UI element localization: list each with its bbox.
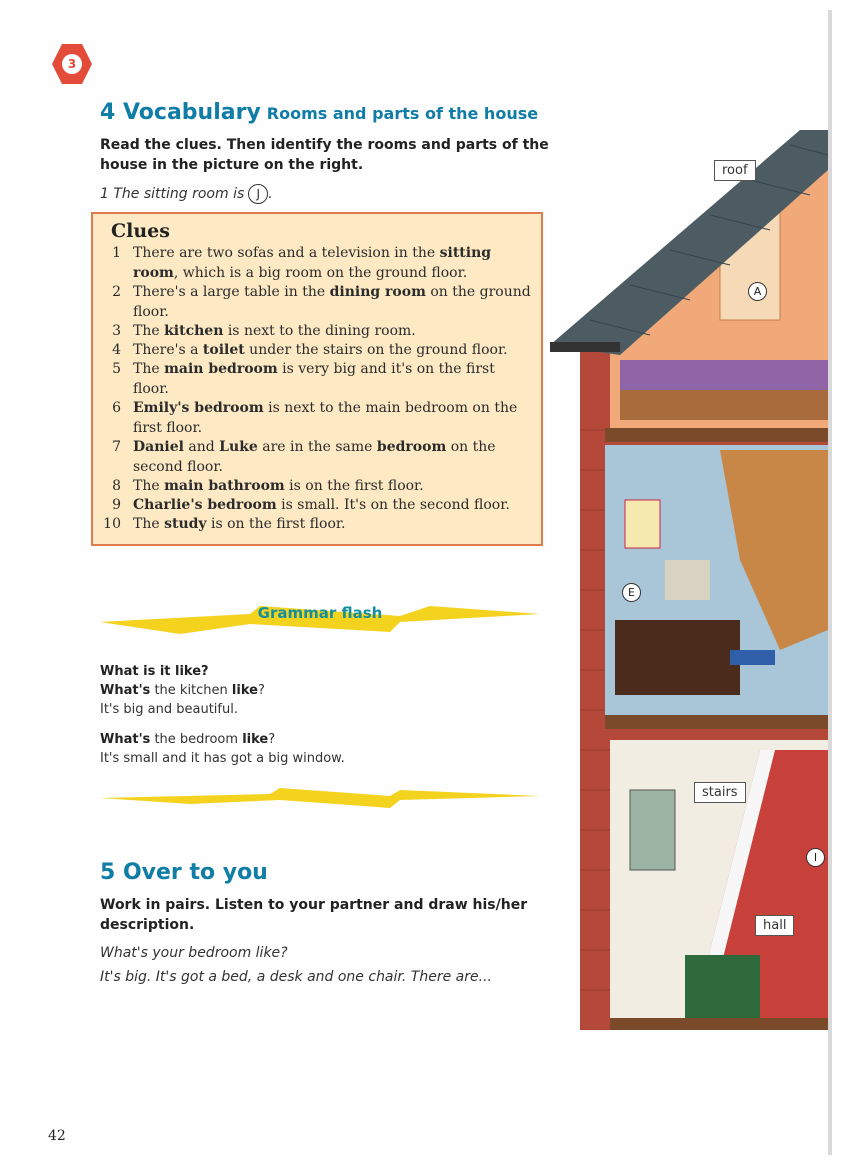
clue-text: The main bedroom is very big and it's on the first floor. xyxy=(133,361,495,397)
grammar-q2-whats: What's xyxy=(100,683,151,698)
clues-box xyxy=(91,212,543,546)
clue-text: There's a toilet under the stairs on the ground floor. xyxy=(133,342,508,358)
study-poster xyxy=(625,500,660,548)
clue-number: 8 xyxy=(112,478,121,494)
label-i-circle: I xyxy=(806,848,825,867)
study-chair xyxy=(730,650,775,665)
clue-number: 4 xyxy=(112,342,121,358)
section-4-heading xyxy=(100,100,538,125)
clue-number: 6 xyxy=(112,400,121,416)
floor-beam-middle xyxy=(605,715,828,729)
attic-bed-frame xyxy=(620,390,828,420)
clue-item xyxy=(103,360,533,399)
clue-item xyxy=(103,322,533,342)
clue-number: 3 xyxy=(112,323,121,339)
gutter xyxy=(550,342,620,352)
page-edge xyxy=(828,10,832,1155)
grammar-q3-whats: What's xyxy=(100,732,151,747)
study-desk xyxy=(615,620,740,695)
instruction-line-2: house in the picture on the right. xyxy=(100,157,364,173)
clue-item xyxy=(103,399,533,438)
flash-bottom-shape xyxy=(100,788,540,808)
section-5-example-answer: It's big. It's got a bed, a desk and one chair. There are... xyxy=(100,969,492,985)
attic-bed xyxy=(620,360,828,390)
clue-item xyxy=(103,438,533,477)
clue-text: Daniel and Luke are in the same bedroom on the second floor. xyxy=(133,439,496,475)
clue-text: Emily's bedroom is next to the main bedroom on the first floor. xyxy=(133,400,518,436)
label-hall: hall xyxy=(755,915,794,936)
clue-item xyxy=(103,244,533,283)
clue-text: Charlie's bedroom is small. It's on the second floor. xyxy=(133,497,510,513)
clue-number: 10 xyxy=(103,516,121,532)
clue-text: The main bathroom is on the first floor. xyxy=(133,478,424,494)
clue-item xyxy=(103,283,533,322)
label-roof: roof xyxy=(714,160,756,181)
example-text: 1 The sitting room is xyxy=(100,186,245,202)
section-5-example-question: What's your bedroom like? xyxy=(100,945,288,961)
clue-number: 9 xyxy=(112,497,121,513)
grammar-q3-subject: the bedroom xyxy=(150,732,243,747)
grammar-q3 xyxy=(100,730,275,749)
grammar-q3-mark: ? xyxy=(268,732,276,747)
page-number: 42 xyxy=(48,1128,66,1144)
floor-beam-top xyxy=(605,428,828,442)
clue-item xyxy=(103,496,533,516)
clue-number: 5 xyxy=(112,361,121,377)
section-4-example xyxy=(100,184,273,204)
clue-number: 7 xyxy=(112,439,121,455)
clue-text: There's a large table in the dining room on the ground floor. xyxy=(133,284,531,320)
label-e-circle: E xyxy=(622,583,641,602)
grammar-q1-text: What is it like? xyxy=(100,664,209,679)
grammar-q2-mark: ? xyxy=(257,683,265,698)
floor-beam-bottom xyxy=(610,1018,828,1030)
section-4-instruction xyxy=(100,135,549,175)
s5-instruction-line-2: description. xyxy=(100,917,195,933)
grammar-q2-subject: the kitchen xyxy=(150,683,232,698)
green-door xyxy=(685,955,760,1025)
clue-item xyxy=(103,515,533,535)
grammar-a3: It's small and it has got a big window. xyxy=(100,751,345,766)
grammar-q1 xyxy=(100,662,209,681)
example-answer-circle: J xyxy=(248,184,268,204)
grammar-flash-title: Grammar flash xyxy=(257,604,383,622)
section-4-subtitle: Rooms and parts of the house xyxy=(266,104,539,123)
grammar-q2 xyxy=(100,681,265,700)
s5-instruction-line-1: Work in pairs. Listen to your partner and draw his/her xyxy=(100,897,528,913)
example-end: . xyxy=(268,186,273,202)
clue-number: 2 xyxy=(112,284,121,300)
unit-number: 3 xyxy=(62,54,82,74)
unit-badge xyxy=(52,44,92,84)
section-5-instruction xyxy=(100,895,527,935)
clue-item xyxy=(103,341,533,361)
grammar-q2-like: like xyxy=(231,683,258,698)
house-illustration xyxy=(550,130,828,1040)
instruction-line-1: Read the clues. Then identify the rooms and parts of the xyxy=(100,137,549,153)
label-stairs: stairs xyxy=(694,782,746,803)
study-computer xyxy=(665,560,710,600)
section-4-title: 4 Vocabulary xyxy=(100,100,261,125)
clue-item xyxy=(103,477,533,497)
clues-title: Clues xyxy=(111,220,170,242)
grammar-flash-bottom-bolt xyxy=(100,786,540,810)
clue-text: The kitchen is next to the dining room. xyxy=(133,323,416,339)
hall-window xyxy=(630,790,675,870)
section-5-title: 5 Over to you xyxy=(100,860,268,885)
section-5-heading xyxy=(100,860,268,885)
clue-text: The study is on the first floor. xyxy=(133,516,346,532)
clue-number: 1 xyxy=(112,245,121,261)
label-a-circle: A xyxy=(748,282,767,301)
grammar-q3-like: like xyxy=(242,732,269,747)
grammar-a2: It's big and beautiful. xyxy=(100,702,238,717)
clue-text: There are two sofas and a television in the sitting room, which is a big room on the ground floor. xyxy=(133,245,492,281)
